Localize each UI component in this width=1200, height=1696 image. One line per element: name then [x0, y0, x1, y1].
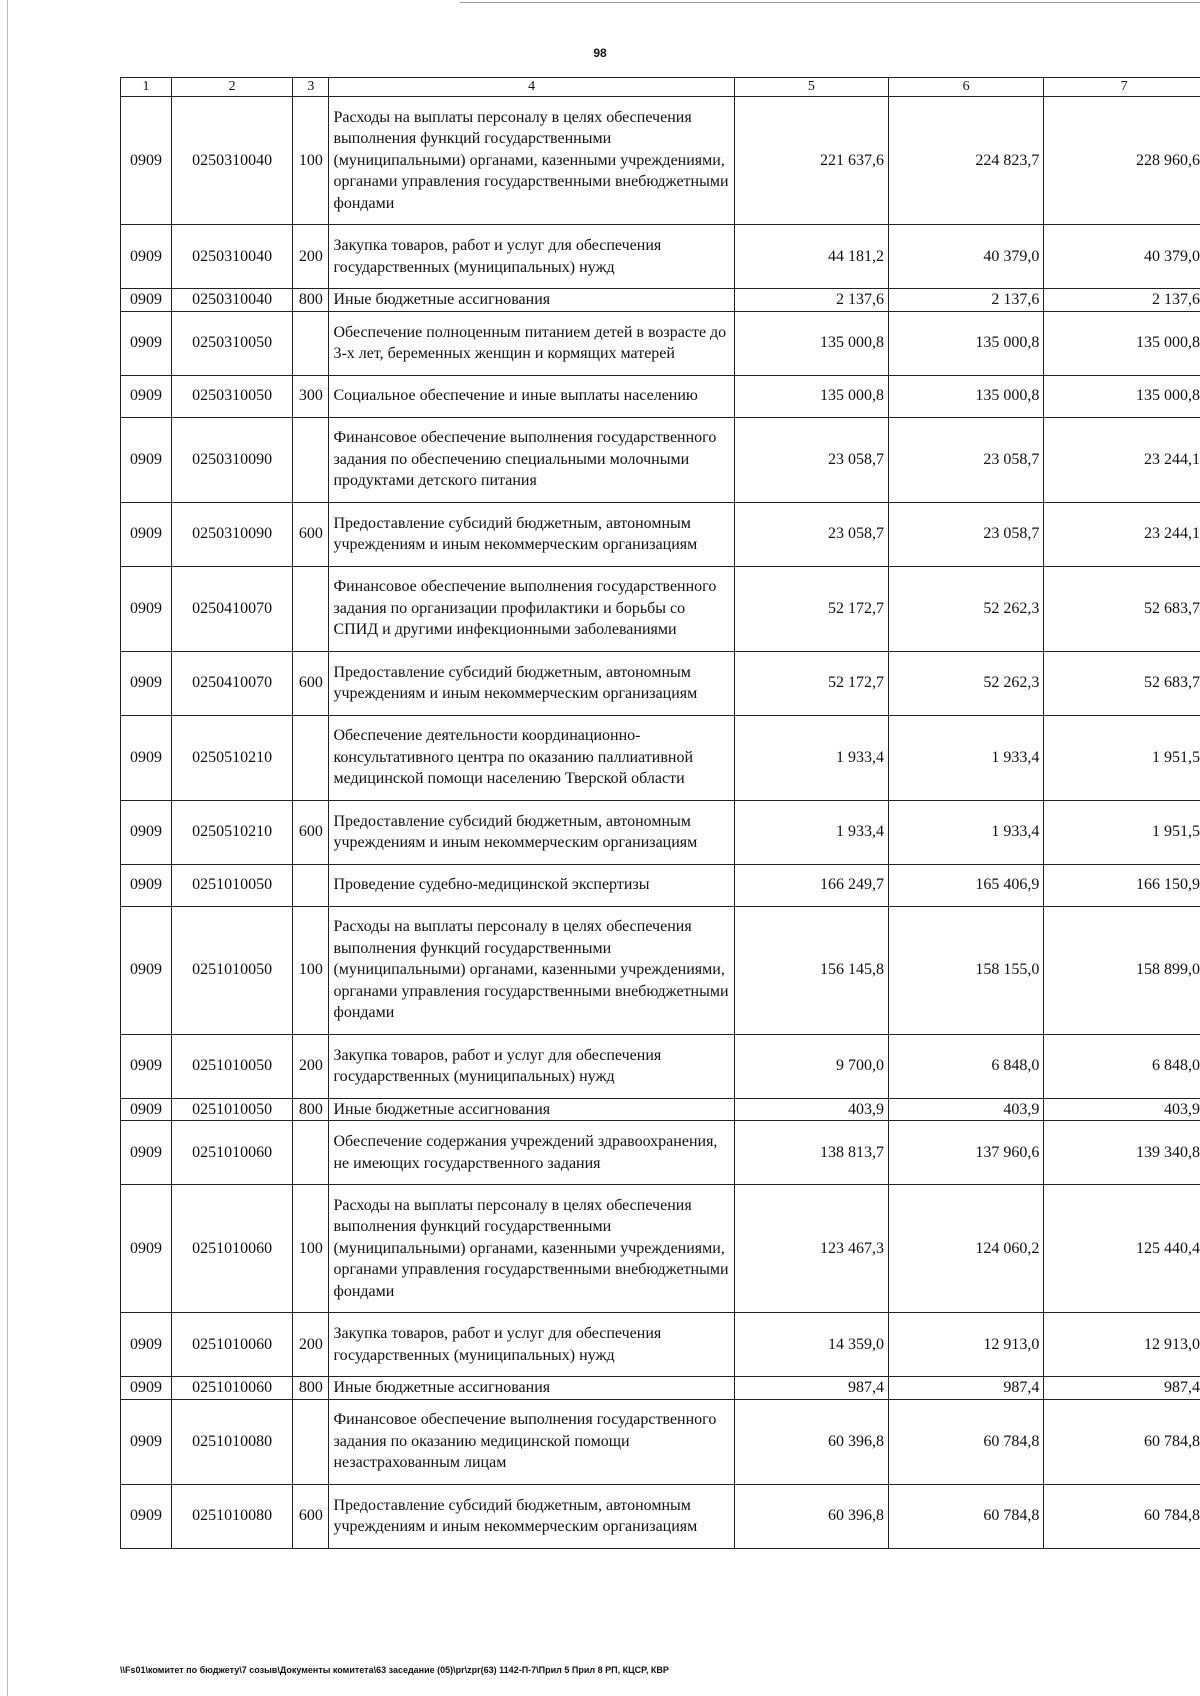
row-name: Обеспечение деятельности координационно-консультативного центра по оказанию паллиативной медицинской помощи населению Тверской области — [329, 715, 734, 800]
table-row — [121, 1185, 1200, 1313]
row-value-col5: 60 396,8 — [734, 1399, 888, 1484]
row-target-article-code: 0250310040 — [172, 97, 293, 225]
header-row — [121, 78, 1200, 97]
row-value-col6: 135 000,8 — [889, 375, 1044, 417]
row-target-article-code: 0250510210 — [172, 800, 293, 864]
row-section-code: 0909 — [121, 225, 172, 289]
row-expense-type-code — [293, 417, 329, 502]
row-section-code: 0909 — [121, 1098, 172, 1121]
row-value-col6: 1 933,4 — [889, 715, 1044, 800]
table-row — [121, 1098, 1200, 1121]
row-section-code: 0909 — [121, 1034, 172, 1098]
row-expense-type-code: 100 — [293, 1185, 329, 1313]
header-col-2: 2 — [172, 78, 293, 97]
table-row — [121, 311, 1200, 375]
row-name: Иные бюджетные ассигнования — [329, 289, 734, 312]
table-row — [121, 1484, 1200, 1548]
table-row — [121, 715, 1200, 800]
row-name: Закупка товаров, работ и услуг для обеспечения государственных (муниципальных) нужд — [329, 225, 734, 289]
row-value-col6: 2 137,6 — [889, 289, 1044, 312]
row-name: Иные бюджетные ассигнования — [329, 1377, 734, 1400]
row-target-article-code: 0251010050 — [172, 906, 293, 1034]
row-expense-type-code — [293, 566, 329, 651]
table-row — [121, 97, 1200, 225]
row-name: Предоставление субсидий бюджетным, автономным учреждениям и иным некоммерческим организациям — [329, 651, 734, 715]
row-target-article-code: 0250310050 — [172, 311, 293, 375]
row-expense-type-code: 200 — [293, 1034, 329, 1098]
row-section-code: 0909 — [121, 864, 172, 906]
row-value-col7: 135 000,8 — [1044, 311, 1200, 375]
row-value-col5: 9 700,0 — [734, 1034, 888, 1098]
row-value-col6: 165 406,9 — [889, 864, 1044, 906]
row-value-col7: 125 440,4 — [1044, 1185, 1200, 1313]
row-target-article-code: 0251010060 — [172, 1377, 293, 1400]
row-value-col5: 23 058,7 — [734, 417, 888, 502]
row-expense-type-code: 800 — [293, 1098, 329, 1121]
table-row — [121, 864, 1200, 906]
row-value-col5: 221 637,6 — [734, 97, 888, 225]
row-value-col5: 403,9 — [734, 1098, 888, 1121]
row-value-col5: 123 467,3 — [734, 1185, 888, 1313]
row-section-code: 0909 — [121, 1185, 172, 1313]
row-value-col5: 52 172,7 — [734, 566, 888, 651]
row-value-col7: 12 913,0 — [1044, 1313, 1200, 1377]
row-section-code: 0909 — [121, 97, 172, 225]
row-value-col5: 23 058,7 — [734, 502, 888, 566]
row-value-col5: 135 000,8 — [734, 311, 888, 375]
row-value-col7: 403,9 — [1044, 1098, 1200, 1121]
header-col-1: 1 — [121, 78, 172, 97]
row-value-col7: 23 244,1 — [1044, 502, 1200, 566]
table-body — [121, 97, 1200, 1549]
table-header — [121, 78, 1200, 97]
row-name: Проведение судебно-медицинской экспертизы — [329, 864, 734, 906]
row-value-col7: 1 951,5 — [1044, 800, 1200, 864]
row-value-col5: 44 181,2 — [734, 225, 888, 289]
table-row — [121, 566, 1200, 651]
row-expense-type-code: 600 — [293, 502, 329, 566]
row-name: Финансовое обеспечение выполнения государственного задания по оказанию медицинской помощи незастрахованным лицам — [329, 1399, 734, 1484]
header-col-7: 7 — [1044, 78, 1200, 97]
row-value-col7: 139 340,8 — [1044, 1121, 1200, 1185]
row-name: Расходы на выплаты персоналу в целях обеспечения выполнения функций государственными (муниципальными) органами, казенными учреждениями, органами управления государственными внебюджетными фондами — [329, 906, 734, 1034]
header-col-5: 5 — [734, 78, 888, 97]
row-name: Финансовое обеспечение выполнения государственного задания по обеспечению специальными молочными продуктами детского питания — [329, 417, 734, 502]
row-value-col6: 52 262,3 — [889, 566, 1044, 651]
row-expense-type-code: 600 — [293, 651, 329, 715]
table-row — [121, 289, 1200, 312]
row-name: Обеспечение содержания учреждений здравоохранения, не имеющих государственного задания — [329, 1121, 734, 1185]
row-expense-type-code: 800 — [293, 289, 329, 312]
row-value-col7: 6 848,0 — [1044, 1034, 1200, 1098]
row-target-article-code: 0251010050 — [172, 864, 293, 906]
row-value-col5: 2 137,6 — [734, 289, 888, 312]
row-value-col5: 1 933,4 — [734, 715, 888, 800]
row-value-col6: 137 960,6 — [889, 1121, 1044, 1185]
row-value-col7: 52 683,7 — [1044, 566, 1200, 651]
row-target-article-code: 0250310090 — [172, 502, 293, 566]
scan-edge-top — [460, 2, 1200, 3]
row-value-col7: 60 784,8 — [1044, 1484, 1200, 1548]
row-value-col7: 60 784,8 — [1044, 1399, 1200, 1484]
row-target-article-code: 0250310040 — [172, 225, 293, 289]
row-value-col6: 224 823,7 — [889, 97, 1044, 225]
row-expense-type-code: 600 — [293, 800, 329, 864]
row-target-article-code: 0251010050 — [172, 1034, 293, 1098]
row-expense-type-code: 200 — [293, 225, 329, 289]
row-value-col6: 135 000,8 — [889, 311, 1044, 375]
row-expense-type-code — [293, 715, 329, 800]
row-name: Предоставление субсидий бюджетным, автономным учреждениям и иным некоммерческим организациям — [329, 1484, 734, 1548]
row-value-col7: 158 899,0 — [1044, 906, 1200, 1034]
row-section-code: 0909 — [121, 1377, 172, 1400]
table-row — [121, 906, 1200, 1034]
header-col-4: 4 — [329, 78, 734, 97]
row-value-col6: 158 155,0 — [889, 906, 1044, 1034]
row-target-article-code: 0250310050 — [172, 375, 293, 417]
row-target-article-code: 0250310090 — [172, 417, 293, 502]
table-row — [121, 225, 1200, 289]
row-expense-type-code — [293, 1121, 329, 1185]
row-section-code: 0909 — [121, 502, 172, 566]
row-target-article-code: 0251010080 — [172, 1484, 293, 1548]
row-name: Расходы на выплаты персоналу в целях обеспечения выполнения функций государственными (муниципальными) органами, казенными учреждениями, органами управления государственными внебюджетными фондами — [329, 97, 734, 225]
row-target-article-code: 0251010060 — [172, 1121, 293, 1185]
header-col-6: 6 — [889, 78, 1044, 97]
row-value-col7: 2 137,6 — [1044, 289, 1200, 312]
row-value-col7: 166 150,9 — [1044, 864, 1200, 906]
row-value-col6: 60 784,8 — [889, 1399, 1044, 1484]
row-value-col7: 52 683,7 — [1044, 651, 1200, 715]
row-expense-type-code: 800 — [293, 1377, 329, 1400]
row-expense-type-code: 100 — [293, 906, 329, 1034]
row-expense-type-code — [293, 864, 329, 906]
row-target-article-code: 0251010080 — [172, 1399, 293, 1484]
table-row — [121, 502, 1200, 566]
row-value-col6: 12 913,0 — [889, 1313, 1044, 1377]
row-expense-type-code: 600 — [293, 1484, 329, 1548]
scan-edge-left — [7, 0, 8, 1696]
row-value-col6: 124 060,2 — [889, 1185, 1044, 1313]
table-row — [121, 1377, 1200, 1400]
row-name: Закупка товаров, работ и услуг для обеспечения государственных (муниципальных) нужд — [329, 1313, 734, 1377]
table-row — [121, 417, 1200, 502]
table-row — [121, 1034, 1200, 1098]
row-section-code: 0909 — [121, 906, 172, 1034]
row-value-col5: 987,4 — [734, 1377, 888, 1400]
row-section-code: 0909 — [121, 311, 172, 375]
row-value-col5: 14 359,0 — [734, 1313, 888, 1377]
row-name: Иные бюджетные ассигнования — [329, 1098, 734, 1121]
table-row — [121, 651, 1200, 715]
row-value-col7: 23 244,1 — [1044, 417, 1200, 502]
row-name: Предоставление субсидий бюджетным, автономным учреждениям и иным некоммерческим организациям — [329, 800, 734, 864]
row-value-col6: 23 058,7 — [889, 502, 1044, 566]
row-value-col5: 1 933,4 — [734, 800, 888, 864]
row-section-code: 0909 — [121, 1313, 172, 1377]
row-value-col6: 403,9 — [889, 1098, 1044, 1121]
row-expense-type-code: 300 — [293, 375, 329, 417]
table-row — [121, 1399, 1200, 1484]
budget-table — [120, 77, 1200, 1549]
row-value-col6: 987,4 — [889, 1377, 1044, 1400]
row-section-code: 0909 — [121, 1399, 172, 1484]
row-section-code: 0909 — [121, 800, 172, 864]
row-expense-type-code — [293, 1399, 329, 1484]
row-expense-type-code: 200 — [293, 1313, 329, 1377]
row-section-code: 0909 — [121, 715, 172, 800]
row-value-col6: 40 379,0 — [889, 225, 1044, 289]
row-value-col6: 23 058,7 — [889, 417, 1044, 502]
row-value-col7: 40 379,0 — [1044, 225, 1200, 289]
row-value-col5: 156 145,8 — [734, 906, 888, 1034]
row-value-col6: 1 933,4 — [889, 800, 1044, 864]
table-row — [121, 375, 1200, 417]
row-expense-type-code — [293, 311, 329, 375]
page-number: 98 — [593, 46, 607, 60]
row-name: Социальное обеспечение и иные выплаты населению — [329, 375, 734, 417]
row-name: Финансовое обеспечение выполнения государственного задания по организации профилактики и борьбы со СПИД и другими инфекционными заболеваниями — [329, 566, 734, 651]
row-value-col7: 135 000,8 — [1044, 375, 1200, 417]
row-value-col7: 228 960,6 — [1044, 97, 1200, 225]
table-row — [121, 1313, 1200, 1377]
row-name: Закупка товаров, работ и услуг для обеспечения государственных (муниципальных) нужд — [329, 1034, 734, 1098]
row-target-article-code: 0251010060 — [172, 1185, 293, 1313]
row-target-article-code: 0250410070 — [172, 566, 293, 651]
row-section-code: 0909 — [121, 375, 172, 417]
row-section-code: 0909 — [121, 1484, 172, 1548]
row-expense-type-code: 100 — [293, 97, 329, 225]
row-target-article-code: 0250410070 — [172, 651, 293, 715]
row-value-col5: 138 813,7 — [734, 1121, 888, 1185]
table-row — [121, 1121, 1200, 1185]
row-name: Предоставление субсидий бюджетным, автономным учреждениям и иным некоммерческим организациям — [329, 502, 734, 566]
row-value-col7: 987,4 — [1044, 1377, 1200, 1400]
row-value-col7: 1 951,5 — [1044, 715, 1200, 800]
row-section-code: 0909 — [121, 417, 172, 502]
row-value-col5: 135 000,8 — [734, 375, 888, 417]
row-target-article-code: 0250510210 — [172, 715, 293, 800]
row-value-col6: 6 848,0 — [889, 1034, 1044, 1098]
row-value-col6: 60 784,8 — [889, 1484, 1044, 1548]
row-section-code: 0909 — [121, 289, 172, 312]
row-target-article-code: 0251010060 — [172, 1313, 293, 1377]
row-value-col5: 52 172,7 — [734, 651, 888, 715]
footer-file-path: \\Fs01\комитет по бюджету\7 созыв\Документы комитета\63 заседание (05)\pr\zpr(63) 1142-П-7\Прил 5 Прил 8 РП, КЦСР, КВР — [120, 1665, 669, 1675]
row-target-article-code: 0250310040 — [172, 289, 293, 312]
row-value-col5: 60 396,8 — [734, 1484, 888, 1548]
row-section-code: 0909 — [121, 651, 172, 715]
header-col-3: 3 — [293, 78, 329, 97]
row-target-article-code: 0251010050 — [172, 1098, 293, 1121]
row-value-col6: 52 262,3 — [889, 651, 1044, 715]
row-name: Обеспечение полноценным питанием детей в возрасте до 3-х лет, беременных женщин и кормящих матерей — [329, 311, 734, 375]
row-section-code: 0909 — [121, 566, 172, 651]
row-value-col5: 166 249,7 — [734, 864, 888, 906]
row-name: Расходы на выплаты персоналу в целях обеспечения выполнения функций государственными (муниципальными) органами, казенными учреждениями, органами управления государственными внебюджетными фондами — [329, 1185, 734, 1313]
row-section-code: 0909 — [121, 1121, 172, 1185]
table-row — [121, 800, 1200, 864]
